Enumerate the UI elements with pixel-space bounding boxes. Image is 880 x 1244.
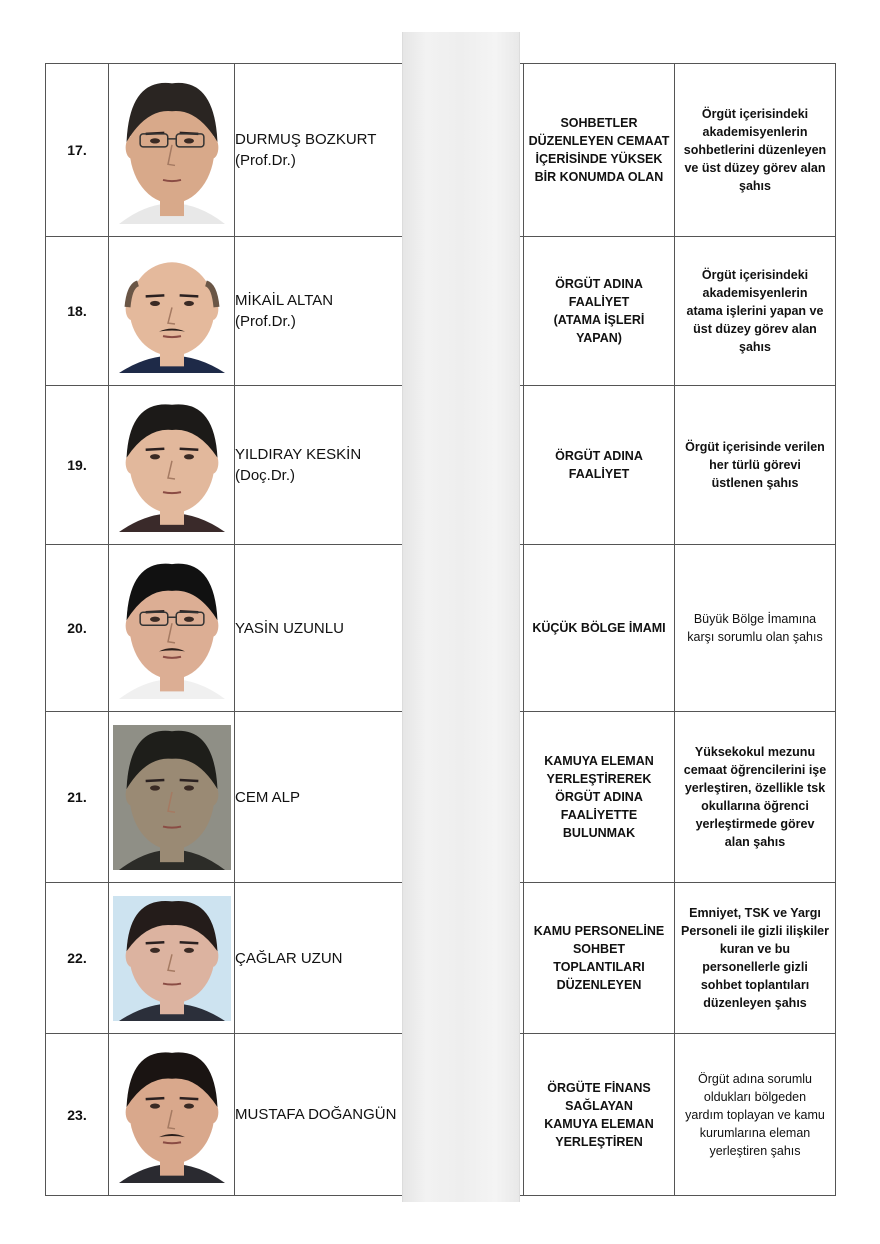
role-line: YERLEŞTİREREK [546,772,652,786]
role-line: KAMU PERSONELİNE [533,924,665,938]
description-line: oldukları bölgeden [703,1089,807,1104]
role-line: (ATAMA İŞLERİ [553,313,645,327]
academic-title: (Prof.Dr.) [235,313,296,330]
description-line: okullarına öğrenci [701,799,809,813]
photo-cell [109,237,235,386]
name-cell [235,712,413,883]
role-line: SAĞLAYAN [565,1098,633,1113]
role-line: DÜZENLEYEN CEMAAT [528,134,670,148]
description-line: Örgüt içerisindeki [701,107,809,121]
photo-cell [109,712,235,883]
role-cell [524,545,675,712]
description-line: kuran ve bu [719,942,791,956]
description-line: akademisyenlerin [702,286,808,300]
description-cell [675,545,836,712]
description-cell [675,386,836,545]
description-line: atama işlerini yapan ve [686,304,824,318]
description-line: Örgüt içerisinde verilen [685,440,825,454]
role-line: KAMUYA ELEMAN [544,1116,654,1131]
role-line: İÇERİSİNDE YÜKSEK [535,152,663,166]
row-number: 20. [46,545,109,712]
description-line: üstlenen şahıs [711,476,799,490]
redaction-strip [402,32,520,1202]
role-line: DÜZENLEYEN [556,978,642,992]
photo-cell [109,64,235,237]
description-line: sohbetlerini düzenleyen [683,143,827,157]
description-cell [675,1034,836,1196]
academic-title: (Prof.Dr.) [235,152,296,169]
description-line: karşı sorumlu olan şahıs [687,630,823,644]
role-cell [524,386,675,545]
role-line: ÖRGÜT ADINA [555,277,643,291]
portrait-photo [113,399,231,532]
portrait-photo [113,558,231,699]
description-line: yerleştiren, özellikle tsk [684,781,826,795]
name-cell [235,883,413,1034]
description-line: Personeli ile gizli ilişkiler [681,924,829,938]
description-line: Büyük Bölge İmamına [693,612,817,626]
person-name: ÇAĞLAR UZUN [235,949,343,967]
person-name: YASİN UZUNLU [235,619,344,637]
description-line: ve üst düzey görev alan [684,161,826,175]
description-line: Yüksekokul mezunu [694,745,816,759]
name-cell [235,1034,413,1196]
role-line: YAPAN) [576,331,622,345]
row-number: 21. [46,712,109,883]
photo-cell [109,386,235,545]
portrait-photo [113,1047,231,1183]
description-line: her türlü görevi [709,458,801,472]
photo-cell [109,1034,235,1196]
person-name: YILDIRAY KESKİN [235,446,362,463]
row-number: 23. [46,1034,109,1196]
description-line: kurumlarına eleman [699,1125,811,1140]
description-line: yerleştirmede görev [695,817,815,831]
person-name: CEM ALP [235,788,301,806]
portrait-photo [113,250,231,373]
description-line: yardım toplayan ve kamu [685,1107,825,1122]
row-number: 18. [46,237,109,386]
role-line: KÜÇÜK BÖLGE İMAMI [532,621,666,635]
person-name: MUSTAFA DOĞANGÜN [235,1106,397,1123]
role-line: SOHBET [572,942,626,956]
role-line: BULUNMAK [562,826,636,840]
description-line: Örgüt adına sorumlu [698,1071,812,1086]
portrait-photo [113,77,231,224]
description-cell [675,237,836,386]
role-cell [524,1034,675,1196]
photo-cell [109,545,235,712]
description-line: Örgüt içerisindeki [701,268,809,282]
description-line: şahıs [739,179,771,193]
name-cell [235,386,413,545]
role-line: YERLEŞTİREN [555,1134,643,1149]
description-cell [675,883,836,1034]
description-line: Emniyet, TSK ve Yargı [689,906,821,920]
role-cell [524,237,675,386]
description-line: düzenleyen şahıs [703,996,807,1010]
role-line: FAALİYET [568,467,630,481]
description-line: cemaat öğrencilerini işe [683,763,827,777]
portrait-photo [113,896,231,1021]
role-line: KAMUYA ELEMAN [544,754,654,768]
description-cell [675,64,836,237]
role-cell [524,64,675,237]
photo-cell [109,883,235,1034]
name-cell [235,237,413,386]
description-line: personellerle gizli [702,960,808,974]
description-line: yerleştiren şahıs [709,1143,801,1158]
description-line: üst düzey görev alan [693,322,817,336]
description-line: sohbet toplantıları [700,978,810,992]
row-number: 19. [46,386,109,545]
role-line: BİR KONUMDA OLAN [534,170,664,184]
name-cell [235,545,413,712]
role-line: ÖRGÜT ADINA [555,449,643,463]
description-line: alan şahıs [724,835,786,849]
role-line: ÖRGÜTE FİNANS [547,1080,651,1095]
role-line: ÖRGÜT ADINA [555,790,643,804]
description-line: şahıs [739,340,771,354]
role-line: TOPLANTILARI [553,960,645,974]
role-line: FAALİYETTE [560,808,638,822]
description-line: akademisyenlerin [702,125,808,139]
role-cell [524,712,675,883]
portrait-photo [113,725,231,870]
role-line: FAALİYET [568,295,630,309]
description-cell [675,712,836,883]
row-number: 22. [46,883,109,1034]
role-cell [524,883,675,1034]
person-name: MİKAİL ALTAN [235,292,334,309]
role-line: SOHBETLER [560,116,638,130]
name-cell [235,64,413,237]
person-name: DURMUŞ BOZKURT [235,131,377,148]
academic-title: (Doç.Dr.) [235,467,295,484]
row-number: 17. [46,64,109,237]
